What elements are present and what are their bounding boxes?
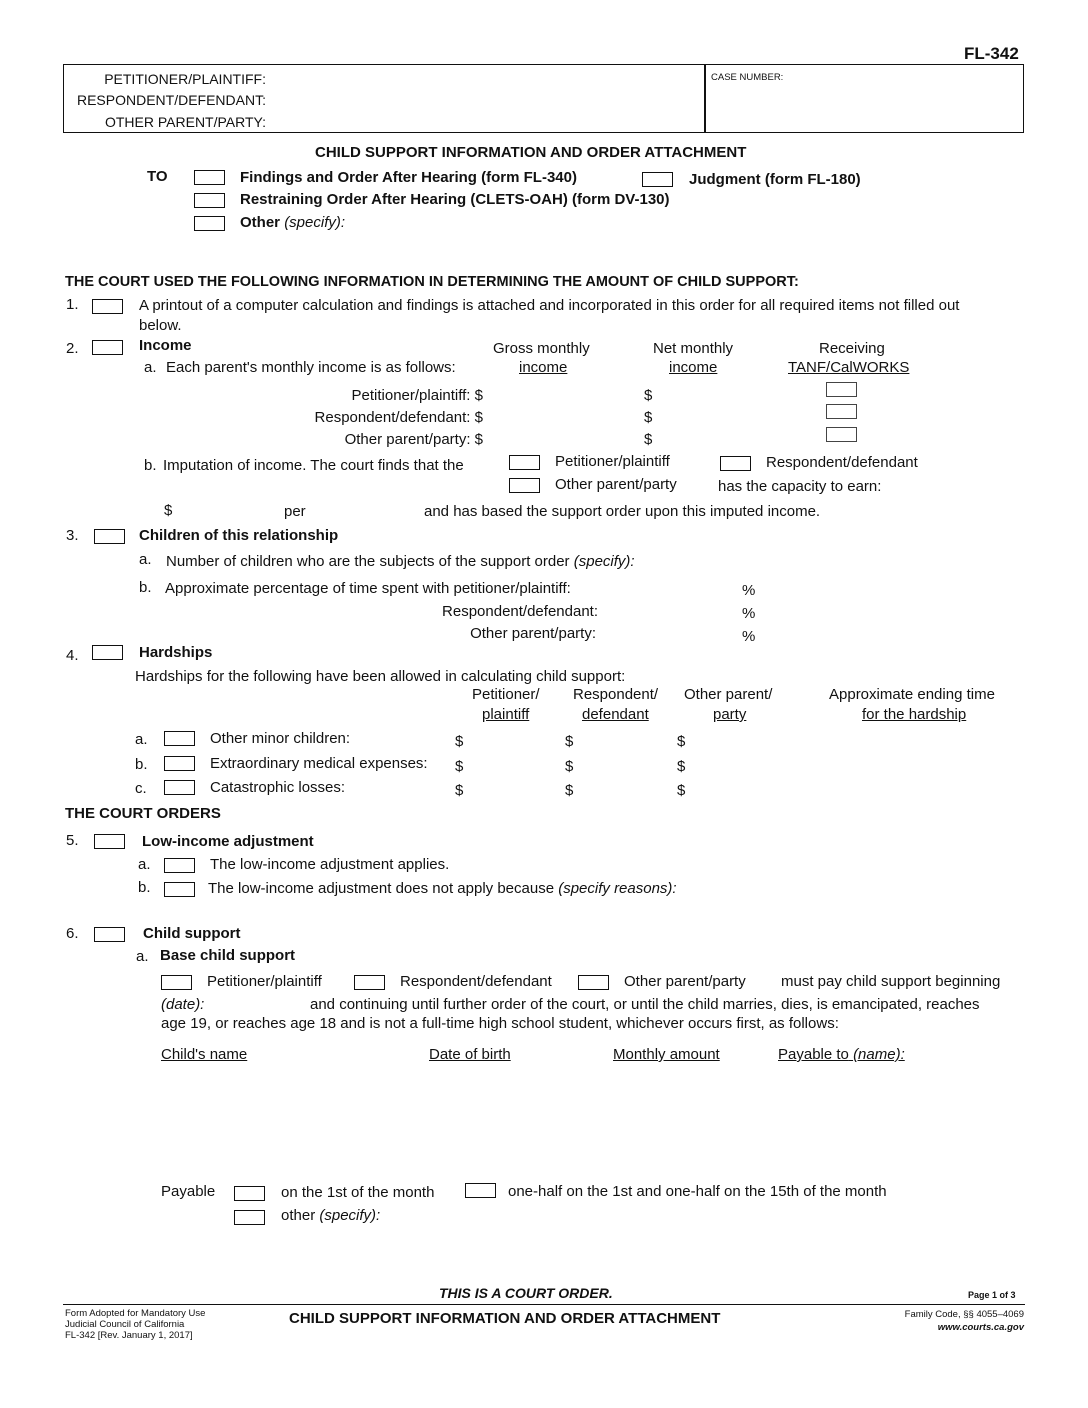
pct-other: % — [742, 628, 756, 645]
item2-checkbox[interactable] — [92, 340, 123, 355]
item5b-specify: (specify reasons): — [558, 880, 677, 897]
other-order-checkbox[interactable] — [194, 216, 225, 231]
item5b-main: The low-income adjustment does not apply because — [208, 880, 555, 897]
item2a-text: Each parent's monthly income is as follows: — [166, 359, 456, 376]
item5b-text — [208, 881, 677, 896]
item5-heading: Low-income adjustment — [142, 833, 314, 850]
hardship-c-other-dollar: $ — [677, 782, 686, 799]
caption-divider — [704, 65, 706, 132]
item1-checkbox[interactable] — [92, 299, 123, 314]
income-respondent-label: Respondent/defendant: $ — [314, 409, 483, 426]
pct-respondent: % — [742, 605, 756, 622]
net-dollar-other: $ — [644, 431, 653, 448]
item5b-letter: b. — [138, 879, 151, 896]
case-number-label: CASE NUMBER: — [711, 72, 784, 83]
hardship-b-checkbox[interactable] — [164, 756, 195, 771]
hardship-a-checkbox[interactable] — [164, 731, 195, 746]
payable-first-label: on the 1st of the month — [281, 1184, 435, 1201]
hard-col-other1: Other parent/ — [684, 686, 773, 703]
hardship-b-other-dollar: $ — [677, 758, 686, 775]
payable-to-text: Payable to — [778, 1046, 849, 1063]
other-order-text: Other — [240, 214, 281, 231]
imputed-rest-text: and has based the support order upon this imputed income. — [424, 503, 821, 520]
hardship-c-pet-dollar: $ — [455, 782, 464, 799]
item6-checkbox[interactable] — [94, 927, 125, 942]
judgment-label: Judgment (form FL-180) — [689, 171, 861, 188]
item1-text-cont: below. — [139, 317, 182, 334]
imputed-per: per — [284, 503, 306, 520]
hard-col-resp2: defendant — [582, 706, 649, 723]
item4-heading: Hardships — [139, 644, 213, 661]
hardship-b-letter: b. — [135, 756, 148, 773]
income-other-label: Other parent/party: $ — [344, 431, 483, 448]
item6a-letter: a. — [136, 948, 149, 965]
imputation-other-checkbox[interactable] — [509, 478, 540, 493]
col-gross-monthly: Gross monthly — [493, 340, 590, 357]
payable-other-label — [281, 1208, 380, 1223]
court-used-heading: THE COURT USED THE FOLLOWING INFORMATION IN DETERMINING THE AMOUNT OF CHILD SUPPORT: — [65, 274, 799, 290]
other-order-label — [240, 215, 345, 230]
findings-checkbox[interactable] — [194, 170, 225, 185]
form-title: CHILD SUPPORT INFORMATION AND ORDER ATTACHMENT — [315, 144, 747, 161]
pay-respondent-checkbox[interactable] — [354, 975, 385, 990]
col-net-monthly: Net monthly — [653, 340, 734, 357]
item6-heading: Child support — [143, 925, 241, 942]
item5-checkbox[interactable] — [94, 834, 125, 849]
adopted-line1: Form Adopted for Mandatory Use — [65, 1308, 206, 1319]
item5a-checkbox[interactable] — [164, 858, 195, 873]
tanf-respondent-checkbox[interactable] — [826, 404, 857, 419]
hard-col-pet1: Petitioner/ — [472, 686, 540, 703]
payable-to-name: (name): — [853, 1046, 905, 1063]
net-dollar-petitioner: $ — [644, 387, 653, 404]
item2-heading: Income — [139, 337, 192, 354]
item3-heading: Children of this relationship — [139, 527, 339, 544]
item3a-letter: a. — [139, 551, 152, 568]
capacity-text: has the capacity to earn: — [718, 478, 882, 495]
item2-number: 2. — [66, 340, 79, 357]
item3a-main: Number of children who are the subjects of the support order — [166, 553, 570, 570]
item6a-heading: Base child support — [160, 947, 296, 964]
pct-petitioner: % — [742, 582, 756, 599]
item3b-text: Approximate percentage of time spent with petitioner/plaintiff: — [165, 580, 571, 597]
hardship-b-resp-dollar: $ — [565, 758, 574, 775]
item4-checkbox[interactable] — [92, 645, 123, 660]
item1-number: 1. — [66, 296, 79, 313]
family-code: Family Code, §§ 4055–4069 — [904, 1309, 1024, 1320]
other-order-specify: (specify): — [284, 214, 346, 231]
judgment-checkbox[interactable] — [642, 172, 673, 187]
hardship-a-letter: a. — [135, 731, 148, 748]
item3a-text — [166, 554, 635, 569]
to-label: TO — [147, 168, 168, 185]
item3b-letter: b. — [139, 579, 152, 596]
imputation-petitioner-checkbox[interactable] — [509, 455, 540, 470]
pay-petitioner-checkbox[interactable] — [161, 975, 192, 990]
restraining-label: Restraining Order After Hearing (CLETS-OAH) (form DV-130) — [240, 191, 670, 208]
item2a-letter: a. — [144, 359, 157, 376]
court-orders-heading: THE COURT ORDERS — [65, 805, 221, 822]
hardship-c-label: Catastrophic losses: — [210, 779, 346, 796]
item1-text: A printout of a computer calculation and findings is attached and incorporated in this order for all required items not filled out — [139, 297, 960, 314]
adopted-line2: Judicial Council of California — [65, 1319, 185, 1330]
imputation-respondent-checkbox[interactable] — [720, 456, 751, 471]
page-number: Page 1 of 3 — [968, 1290, 1016, 1300]
hard-col-resp1: Respondent/ — [573, 686, 659, 703]
payable-other-checkbox[interactable] — [234, 1210, 265, 1225]
pay-other-checkbox[interactable] — [578, 975, 609, 990]
payable-half-checkbox[interactable] — [465, 1183, 496, 1198]
petitioner-label: PETITIONER/PLAINTIFF: — [104, 71, 266, 87]
item3b-other: Other parent/party: — [470, 625, 596, 642]
imputation-petitioner-label: Petitioner/plaintiff — [555, 453, 670, 470]
court-order-notice: THIS IS A COURT ORDER. — [439, 1285, 613, 1301]
col-gross-income: income — [519, 359, 568, 376]
footer-title: CHILD SUPPORT INFORMATION AND ORDER ATTACHMENT — [289, 1310, 721, 1327]
item2b-text: Imputation of income. The court finds that the — [163, 457, 464, 474]
hardship-a-label: Other minor children: — [210, 730, 351, 747]
date-label: (date): — [161, 996, 205, 1013]
item6-number: 6. — [66, 925, 79, 942]
hardship-b-pet-dollar: $ — [455, 758, 464, 775]
item2b-letter: b. — [144, 457, 157, 474]
item3-checkbox[interactable] — [94, 529, 125, 544]
item3-number: 3. — [66, 527, 79, 544]
item5b-checkbox[interactable] — [164, 882, 195, 897]
col-receiving: Receiving — [819, 340, 885, 357]
footer-rule — [63, 1304, 1025, 1305]
age-text: age 19, or reaches age 18 and is not a full-time high school student, whichever occurs first, as follows: — [161, 1015, 839, 1032]
col-net-income: income — [669, 359, 718, 376]
hardship-a-pet-dollar: $ — [455, 733, 464, 750]
imputation-other-label: Other parent/party — [555, 476, 677, 493]
col-tanf: TANF/CalWORKS — [788, 359, 910, 376]
other-parent-label: OTHER PARENT/PARTY: — [104, 114, 266, 130]
hardship-c-checkbox[interactable] — [164, 780, 195, 795]
item5a-letter: a. — [138, 856, 151, 873]
payable-half-label: one-half on the 1st and one-half on the 15th of the month — [508, 1183, 887, 1200]
payable-label: Payable — [161, 1183, 216, 1200]
findings-label: Findings and Order After Hearing (form FL-340) — [240, 169, 577, 186]
tanf-petitioner-checkbox[interactable] — [826, 382, 857, 397]
item5-number: 5. — [66, 832, 79, 849]
continuing-text: and continuing until further order of the court, or until the child marries, dies, is emancipated, reaches — [310, 996, 980, 1013]
must-pay-text: must pay child support beginning — [781, 973, 1001, 990]
hardship-c-letter: c. — [135, 780, 147, 797]
hardship-c-resp-dollar: $ — [565, 782, 574, 799]
hardship-a-other-dollar: $ — [677, 733, 686, 750]
form-number: FL-342 — [964, 44, 1019, 63]
hard-col-end1: Approximate ending time — [829, 686, 995, 703]
pay-petitioner-label: Petitioner/plaintiff — [207, 973, 322, 990]
payable-first-checkbox[interactable] — [234, 1186, 265, 1201]
item3b-respondent: Respondent/defendant: — [442, 603, 598, 620]
website[interactable]: www.courts.ca.gov — [937, 1322, 1024, 1333]
hardship-a-resp-dollar: $ — [565, 733, 574, 750]
respondent-label: RESPONDENT/DEFENDANT: — [76, 92, 266, 108]
imputed-dollar: $ — [164, 502, 173, 519]
pay-other-label: Other parent/party — [624, 973, 746, 990]
tanf-other-checkbox[interactable] — [826, 427, 857, 442]
hard-col-pet2: plaintiff — [482, 706, 530, 723]
col-payable-to — [778, 1047, 905, 1062]
item4-intro: Hardships for the following have been allowed in calculating child support: — [135, 668, 626, 685]
col-childs-name: Child's name — [161, 1046, 248, 1063]
income-petitioner-label: Petitioner/plaintiff: $ — [351, 387, 483, 404]
hardship-b-label: Extraordinary medical expenses: — [210, 755, 428, 772]
payable-other-specify: (specify): — [319, 1207, 381, 1224]
hard-col-other2: party — [713, 706, 747, 723]
col-monthly-amount: Monthly amount — [613, 1046, 720, 1063]
item3a-specify: (specify): — [573, 553, 635, 570]
payable-other-text: other — [281, 1207, 316, 1224]
col-date-of-birth: Date of birth — [429, 1046, 511, 1063]
net-dollar-respondent: $ — [644, 409, 653, 426]
restraining-checkbox[interactable] — [194, 193, 225, 208]
item4-number: 4. — [66, 647, 79, 664]
pay-respondent-label: Respondent/defendant — [400, 973, 552, 990]
item5a-text: The low-income adjustment applies. — [210, 856, 450, 873]
imputation-respondent-label: Respondent/defendant — [766, 454, 918, 471]
caption-box — [63, 64, 1024, 133]
hard-col-end2: for the hardship — [862, 706, 967, 723]
adopted-line3: FL-342 [Rev. January 1, 2017] — [65, 1330, 193, 1341]
